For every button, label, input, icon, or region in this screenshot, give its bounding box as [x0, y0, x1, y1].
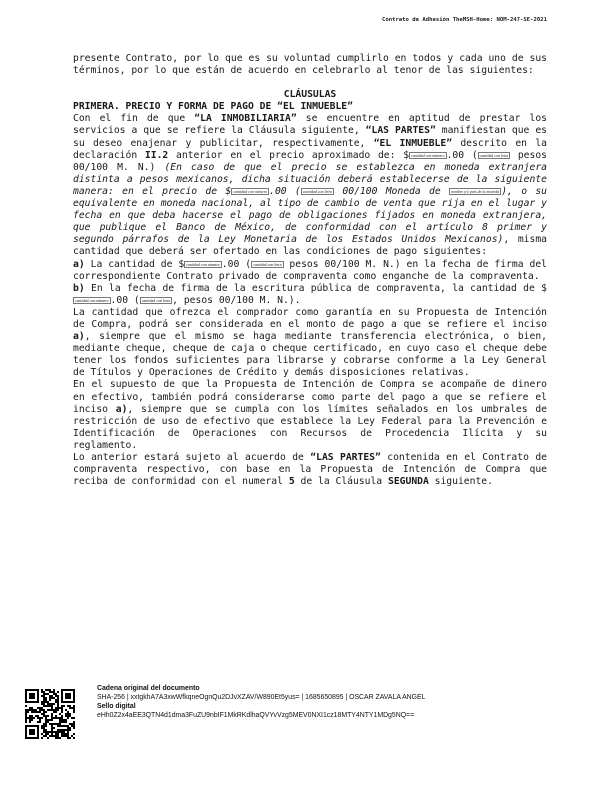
qr-code-icon — [25, 689, 75, 739]
placeholder-amount-number: cantidad con número — [186, 262, 220, 267]
text-run: se encuentre en aptitud de prestar los servicios a que se refiere la Cláusula siguiente, — [73, 113, 548, 137]
foreign-currency-note — [73, 162, 547, 246]
party-partes: “LAS PARTES” — [310, 452, 381, 463]
placeholder-currency: nombre y/o país de la moneda — [451, 189, 500, 195]
cash-paragraph — [73, 379, 547, 452]
text-run: pesos 00/100 M. N.) — [73, 149, 548, 173]
text-run: Lo anterior estará sujeto al acuerdo de — [73, 452, 311, 463]
placeholder-amount-text: cantidad con letra — [479, 153, 509, 159]
declaration-ref: II.2 — [144, 149, 169, 161]
item-label: b) — [73, 282, 85, 294]
document-code-header: Contrato de Adhesión TheMSH-Home: NOM-247-SE-2021 — [381, 17, 547, 23]
text-run: En el supuesto de que la Propuesta de Intención de Compra se acompañe de dinero en efectivo, también podrá considerarse como parte del pago a que se refiere el inciso — [73, 379, 547, 415]
text-run: , pesos 00/100 M. N.). — [172, 294, 301, 306]
text-run: ), o su equivalente en moneda nacional, al tipo de cambio de venta que rija en el lugar y fecha en que deba hacerse el pago de obligaciones fijados en moneda extranjera, que publique el Banco de México, de conformidad con el artículo 8 primer y segundo párrafos de la Ley Monetaria de los Estados Unidos Mexicanos) — [73, 185, 548, 246]
text-run: anterior en el precio aproximado de: $ — [168, 149, 410, 161]
text-run: pesos 00/100 M. N.) en la fecha de firma del correspondiente Contrato privado de compraventa como enganche de la compraventa. — [73, 258, 547, 282]
chain-value: SHA-256 | xxtgkhA7A3xwWfkqneOgnQu2DJvXZAV/W890Et5yus= | 1685650895 | OSCAR ZAVALA ANGEL — [97, 694, 426, 702]
contract-body — [73, 53, 547, 488]
text-run: La cantidad que ofrezca el comprador como garantía en su Propuesta de Intención de Compra, podrá ser considerada en el monto de pago a que se refiere el inciso — [73, 306, 547, 330]
numeral-ref: 5 — [288, 476, 295, 488]
text-run: , siempre que se cumpla con los límites señalados en los umbrales de restricción de uso de efectivo que establece la Ley Federal para la Prevención e Identificación de Operaciones con Recursos de Procedencia Ilícita y su reglamento. — [73, 403, 547, 451]
digital-signature-block — [97, 684, 425, 720]
seal-label: Sello digital — [97, 703, 136, 711]
text-run: .00 ( — [446, 149, 478, 161]
text-run: , siempre que el mismo se haga mediante transferencia electrónica, o bien, mediante cheque, cheque de caja o cheque certificado, en cuyo caso el cheque debe tener los fondos suficientes para librarse y cobrarse conforme a la Ley General de Títulos y Operaciones de Crédito y demás disposiciones relativas. — [73, 331, 547, 379]
item-ref: a) — [115, 403, 128, 415]
text-run: (En caso de que el precio se establezca en moneda extranjera distinta a pesos mexicanos, dicha situación deberá establecerse de la siguiente manera: en el precio de $ — [73, 161, 547, 197]
payment-item-a — [73, 259, 547, 283]
text-run: .00 ( — [221, 258, 252, 270]
text-run: .00 ( — [110, 294, 140, 306]
placeholder-amount-text: cantidad con letra — [253, 262, 282, 267]
price-paragraph — [73, 113, 547, 258]
party-inmueble: “EL INMUEBLE” — [373, 137, 453, 149]
seal-value: eHh0Z2x4aEE3QTN4d1dma3FuZU9nbIF1MkRKdlhaQVYvVzg5MEV0NXI1cz18MTY4NTY1MDg5NQ== — [97, 712, 415, 720]
placeholder-amount-number: cantidad con número — [233, 189, 268, 195]
text-run: de la Cláusula — [294, 476, 388, 488]
clause-title-prefix: PRIMERA. PRECIO Y FORMA DE PAGO DE — [73, 101, 278, 113]
clause-title-party: “EL INMUEBLE” — [277, 101, 353, 113]
text-run: contenida en el Contrato de compraventa respectivo, con base en la Propuesta de Intención de Compra que reciba de conformidad con el numeral — [73, 452, 547, 488]
text-run: La cantidad de $ — [84, 258, 185, 270]
party-partes: “LAS PARTES” — [365, 125, 436, 137]
party-inmobiliaria: “LA INMOBILIARIA” — [194, 113, 297, 125]
text-run: 00/100 Moneda de — [334, 185, 450, 197]
text-run: En la fecha de firma de la escritura pública de compraventa, la cantidad de $ — [84, 282, 547, 294]
chain-label: Cadena original del documento — [97, 685, 200, 692]
text-run: .00 ( — [269, 185, 301, 197]
text-run: Con el fin de que — [73, 113, 195, 125]
clause-title — [73, 101, 547, 113]
text-run: descrito en la declaración — [73, 137, 547, 161]
placeholder-amount-number: cantidad con número — [411, 153, 445, 159]
placeholder-amount-text: cantidad con letra — [302, 189, 333, 195]
clauses-heading: CLÁUSULAS — [283, 89, 337, 101]
placeholder-amount-text: cantidad con letra — [141, 298, 171, 304]
agreement-paragraph — [73, 452, 547, 488]
item-ref: a) — [73, 331, 85, 343]
text-run: siguiente. — [428, 476, 493, 488]
placeholder-amount-number: cantidad con número — [75, 298, 109, 304]
item-label: a) — [73, 258, 85, 270]
guarantee-paragraph — [73, 307, 547, 380]
clause-ref: SEGUNDA — [387, 476, 429, 488]
intro-paragraph: presente Contrato, por lo que es su voluntad cumplirlo en todos y cada uno de sus términos, por lo que están de acuerdo en celebrarlo al tenor de las siguientes: — [73, 53, 547, 77]
payment-item-b — [73, 283, 547, 307]
text-run: manifiestan que es su deseo enajenar y publicitar, respectivamente, — [73, 125, 547, 149]
text-run: , misma cantidad que deberá ser ofertado en las condiciones de pago siguientes: — [73, 234, 547, 258]
